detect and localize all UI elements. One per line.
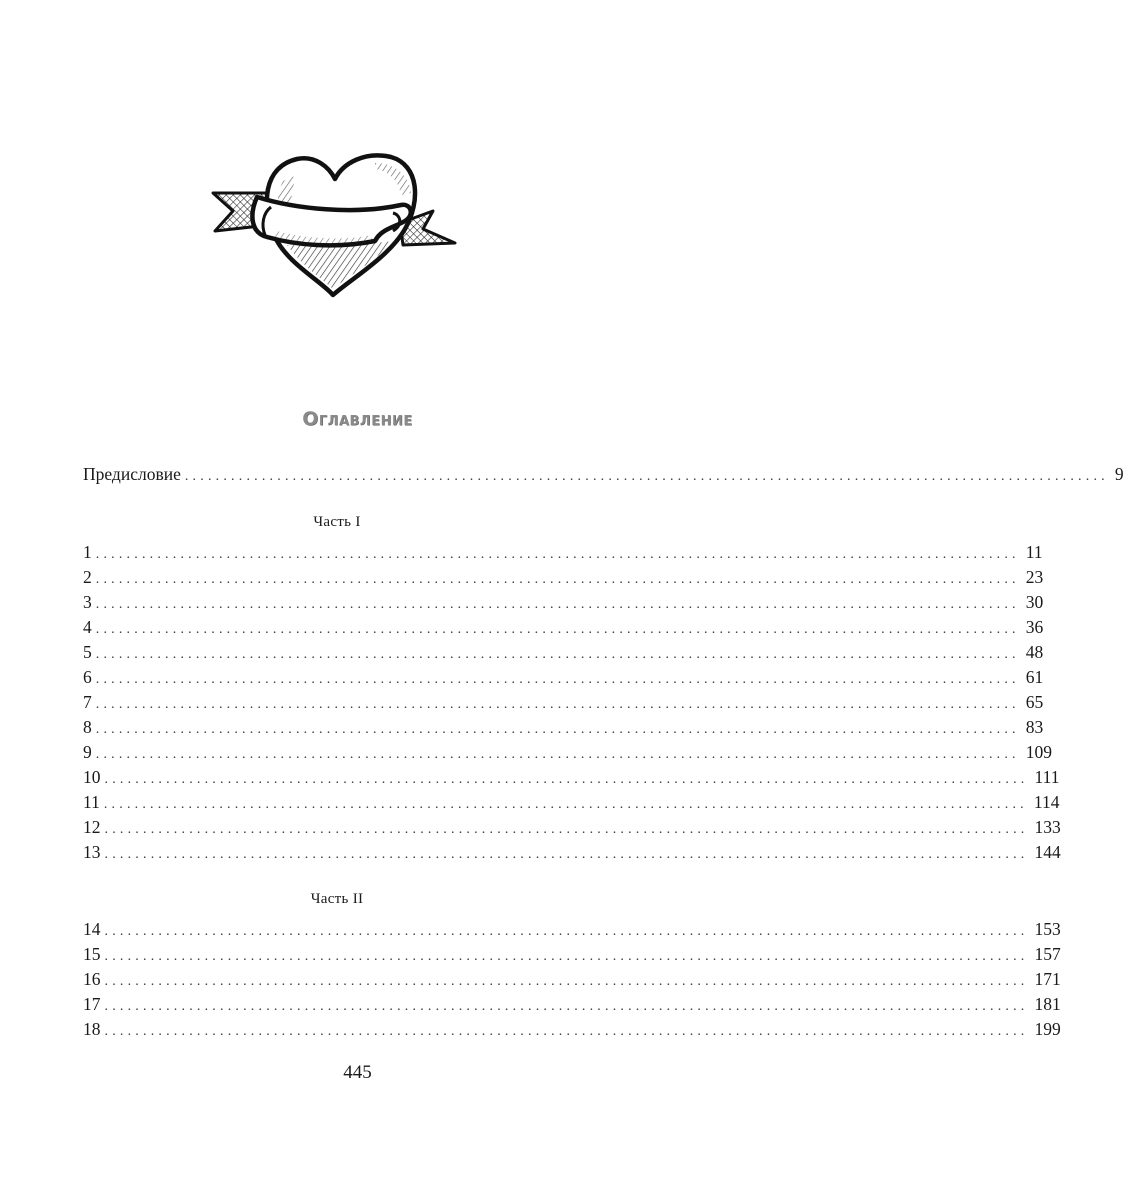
toc-entry-page: 23 (1025, 567, 1044, 587)
toc-entry[interactable] (83, 740, 1052, 765)
toc-entry[interactable] (83, 815, 1061, 840)
toc-entry-label: 3 (83, 592, 92, 612)
dot-leader: ........................................................................................................................ (95, 597, 1020, 612)
part-heading: Часть II (310, 891, 364, 907)
toc-entry-label: 18 (83, 1019, 101, 1039)
toc-entry-page: 30 (1025, 592, 1044, 612)
toc-entry-label: 9 (83, 742, 92, 762)
toc-entry[interactable] (83, 640, 1044, 665)
toc-entry[interactable] (83, 942, 1061, 967)
toc-entry-label: 14 (83, 919, 101, 939)
toc-entry-page: 83 (1025, 717, 1044, 737)
dot-leader: ........................................................................................................................ (104, 974, 1029, 989)
part-entries (83, 917, 1061, 1042)
toc-entry-page: 11 (1025, 542, 1043, 562)
dot-leader: ........................................................................................................................ (95, 622, 1020, 637)
toc-entry-page: 157 (1034, 944, 1061, 964)
toc-entry-label: 6 (83, 667, 92, 687)
toc-entry-label: 7 (83, 692, 92, 712)
toc-entry[interactable] (83, 540, 1043, 565)
toc-entry[interactable] (83, 1017, 1061, 1042)
page-number: 445 (343, 1062, 372, 1083)
dot-leader: ........................................................................................................................ (95, 647, 1020, 662)
toc-entry-label: 8 (83, 717, 92, 737)
dot-leader: ........................................................................................................................ (95, 547, 1020, 562)
toc-entry[interactable] (83, 590, 1044, 615)
toc-entry-page: 114 (1033, 792, 1060, 812)
toc-entry[interactable] (83, 565, 1044, 590)
toc-entry-page: 133 (1034, 817, 1061, 837)
dot-leader: ........................................................................................................................ (104, 772, 1029, 787)
toc-entry-page: 61 (1025, 667, 1044, 687)
part-heading: Часть I (313, 514, 361, 530)
toc-entry-page: 9 (1114, 464, 1124, 484)
toc-entry-label: 11 (83, 792, 100, 812)
dot-leader: ........................................................................................................................ (184, 469, 1109, 484)
toc-entry-page: 171 (1034, 969, 1061, 989)
dot-leader: ........................................................................................................................ (104, 822, 1029, 837)
toc-entry-page: 144 (1034, 842, 1061, 862)
toc-entry[interactable] (83, 790, 1060, 815)
toc-entry-page: 153 (1034, 919, 1061, 939)
toc-title: Оглавление (302, 408, 413, 430)
dot-leader: ........................................................................................................................ (95, 747, 1020, 762)
toc-entry-page: 111 (1034, 767, 1060, 787)
toc-entry-label: 2 (83, 567, 92, 587)
toc-entry-label: 4 (83, 617, 92, 637)
toc-entry-label: 15 (83, 944, 101, 964)
toc-entry-label: 16 (83, 969, 101, 989)
toc-entry-label: 10 (83, 767, 101, 787)
toc-entry-preface[interactable] (83, 462, 1124, 487)
toc-entry-label: 12 (83, 817, 101, 837)
toc-entry[interactable] (83, 967, 1061, 992)
toc-entry-label: 17 (83, 994, 101, 1014)
dot-leader: ........................................................................................................................ (104, 949, 1029, 964)
dot-leader: ........................................................................................................................ (104, 999, 1029, 1014)
table-of-contents (83, 462, 1124, 1042)
part-entries (83, 540, 1061, 865)
toc-entry[interactable] (83, 840, 1061, 865)
toc-entry[interactable] (83, 992, 1061, 1017)
toc-entry[interactable] (83, 665, 1044, 690)
toc-entry-page: 65 (1025, 692, 1044, 712)
dot-leader: ........................................................................................................................ (104, 1024, 1029, 1039)
toc-entry[interactable] (83, 765, 1060, 790)
toc-entry-page: 109 (1025, 742, 1052, 762)
toc-entry-label: 5 (83, 642, 92, 662)
toc-entry[interactable] (83, 715, 1044, 740)
dot-leader: ........................................................................................................................ (95, 722, 1020, 737)
toc-entry-page: 36 (1025, 617, 1044, 637)
toc-entry[interactable] (83, 917, 1061, 942)
toc-entry-page: 48 (1025, 642, 1044, 662)
heart-with-banner-icon (205, 145, 460, 305)
toc-entry-label: 13 (83, 842, 101, 862)
dot-leader: ........................................................................................................................ (104, 847, 1029, 862)
toc-entry-page: 199 (1034, 1019, 1061, 1039)
toc-entry[interactable] (83, 615, 1044, 640)
toc-entry-label: Предисловие (83, 464, 181, 484)
dot-leader: ........................................................................................................................ (95, 672, 1020, 687)
dot-leader: ........................................................................................................................ (95, 572, 1020, 587)
toc-entry-page: 181 (1034, 994, 1061, 1014)
dot-leader: ........................................................................................................................ (104, 924, 1029, 939)
dot-leader: ........................................................................................................................ (95, 697, 1020, 712)
toc-entry-label: 1 (83, 542, 92, 562)
toc-entry[interactable] (83, 690, 1044, 715)
dot-leader: ........................................................................................................................ (103, 797, 1028, 812)
